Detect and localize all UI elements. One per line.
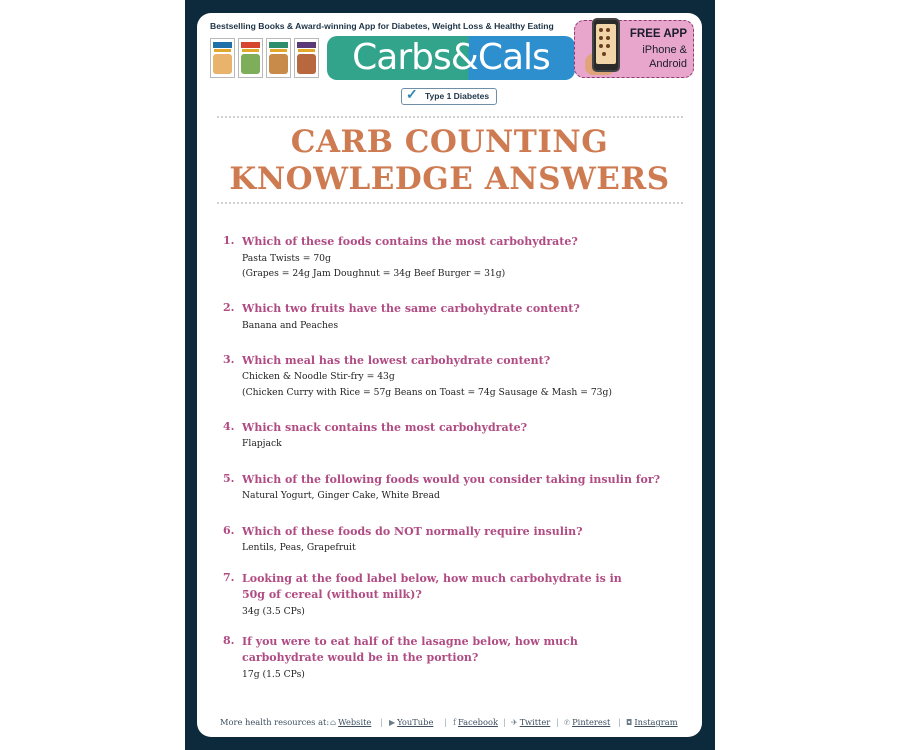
book-cover-icon <box>238 38 263 78</box>
question-text-cont: 50g of cereal (without milk)? <box>242 588 422 601</box>
header-tagline: Bestselling Books & Award-winning App for Diabetes, Weight Loss & Healthy Eating <box>210 21 554 31</box>
question-text: Which meal has the lowest carbohydrate content? <box>242 354 551 367</box>
app-platforms <box>642 43 687 71</box>
footer-lead: More health resources at: <box>220 717 330 727</box>
answer-text: Pasta Twists = 70g <box>242 253 331 264</box>
question-number: 3. <box>223 353 235 366</box>
answer-detail: (Grapes = 24g Jam Doughnut = 34g Beef Burger = 31g) <box>242 268 506 279</box>
dotted-divider-top <box>217 116 683 118</box>
footer-separator: | <box>556 717 559 727</box>
pinterest-icon: ℗ <box>564 718 571 727</box>
instagram-link[interactable]: ◘ Instagram <box>626 717 678 727</box>
platform-iphone: iPhone & <box>642 44 687 56</box>
answer-text: 34g (3.5 CPs) <box>242 606 305 617</box>
question-number: 8. <box>223 634 235 647</box>
instagram-icon: ◘ <box>626 718 633 727</box>
youtube-link[interactable]: ▶ YouTube <box>389 717 434 727</box>
question-number: 2. <box>223 301 235 314</box>
question-number: 1. <box>223 234 235 247</box>
free-app-badge[interactable] <box>574 20 694 78</box>
answer-text: Natural Yogurt, Ginger Cake, White Bread <box>242 490 440 501</box>
phone-icon <box>592 18 620 72</box>
question-text: If you were to eat half of the lasagne below, how much <box>242 635 578 648</box>
question-text: Which snack contains the most carbohydrate? <box>242 421 528 434</box>
free-app-title: FREE APP <box>629 28 687 40</box>
facebook-link[interactable]: f Facebook <box>453 717 498 727</box>
dotted-divider-bottom <box>217 202 683 204</box>
book-cover-icon <box>210 38 235 78</box>
platform-android: Android <box>649 58 687 70</box>
footer-separator: | <box>618 717 621 727</box>
question-number: 5. <box>223 472 235 485</box>
answer-text: Chicken & Noodle Stir-fry = 43g <box>242 371 395 382</box>
home-icon: ⌂ <box>330 718 337 727</box>
facebook-icon: f <box>453 718 456 727</box>
question-number: 6. <box>223 524 235 537</box>
worksheet <box>197 13 702 737</box>
type-1-diabetes-badge <box>401 88 497 105</box>
twitter-link[interactable]: ✈ Twitter <box>511 717 551 727</box>
question-text: Which of the following foods would you consider taking insulin for? <box>242 473 661 486</box>
checkmark-icon: ✓ <box>406 86 418 102</box>
question-number: 4. <box>223 420 235 433</box>
carbs-cals-logo[interactable] <box>327 36 575 80</box>
answer-text: Flapjack <box>242 438 282 449</box>
footer-separator: | <box>380 717 383 727</box>
youtube-icon: ▶ <box>389 718 396 727</box>
pinterest-link[interactable]: ℗ Pinterest <box>564 717 611 727</box>
website-link[interactable]: ⌂ Website <box>330 717 372 727</box>
question-text: Which of these foods do NOT normally require insulin? <box>242 525 583 538</box>
page-title-line-1: CARB COUNTING <box>290 124 609 160</box>
book-cover-icon <box>294 38 319 78</box>
page-title-line-2: KNOWLEDGE ANSWERS <box>229 161 670 197</box>
answer-text: 17g (1.5 CPs) <box>242 669 305 680</box>
twitter-icon: ✈ <box>511 718 518 727</box>
question-number: 7. <box>223 571 235 584</box>
answer-text: Lentils, Peas, Grapefruit <box>242 542 356 553</box>
footer-separator: | <box>503 717 506 727</box>
book-cover-icon <box>266 38 291 78</box>
question-text: Which of these foods contains the most carbohydrate? <box>242 235 578 248</box>
type-badge-label: Type 1 Diabetes <box>425 91 490 101</box>
answer-text: Banana and Peaches <box>242 320 339 331</box>
question-text-cont: carbohydrate would be in the portion? <box>242 651 479 664</box>
book-covers <box>210 38 322 80</box>
question-text: Looking at the food label below, how much carbohydrate is in <box>242 572 622 585</box>
answer-detail: (Chicken Curry with Rice = 57g Beans on Toast = 74g Sausage & Mash = 73g) <box>242 387 612 398</box>
logo-text: Carbs&Cals <box>352 37 550 78</box>
footer-separator: | <box>444 717 447 727</box>
question-text: Which two fruits have the same carbohydrate content? <box>242 302 580 315</box>
